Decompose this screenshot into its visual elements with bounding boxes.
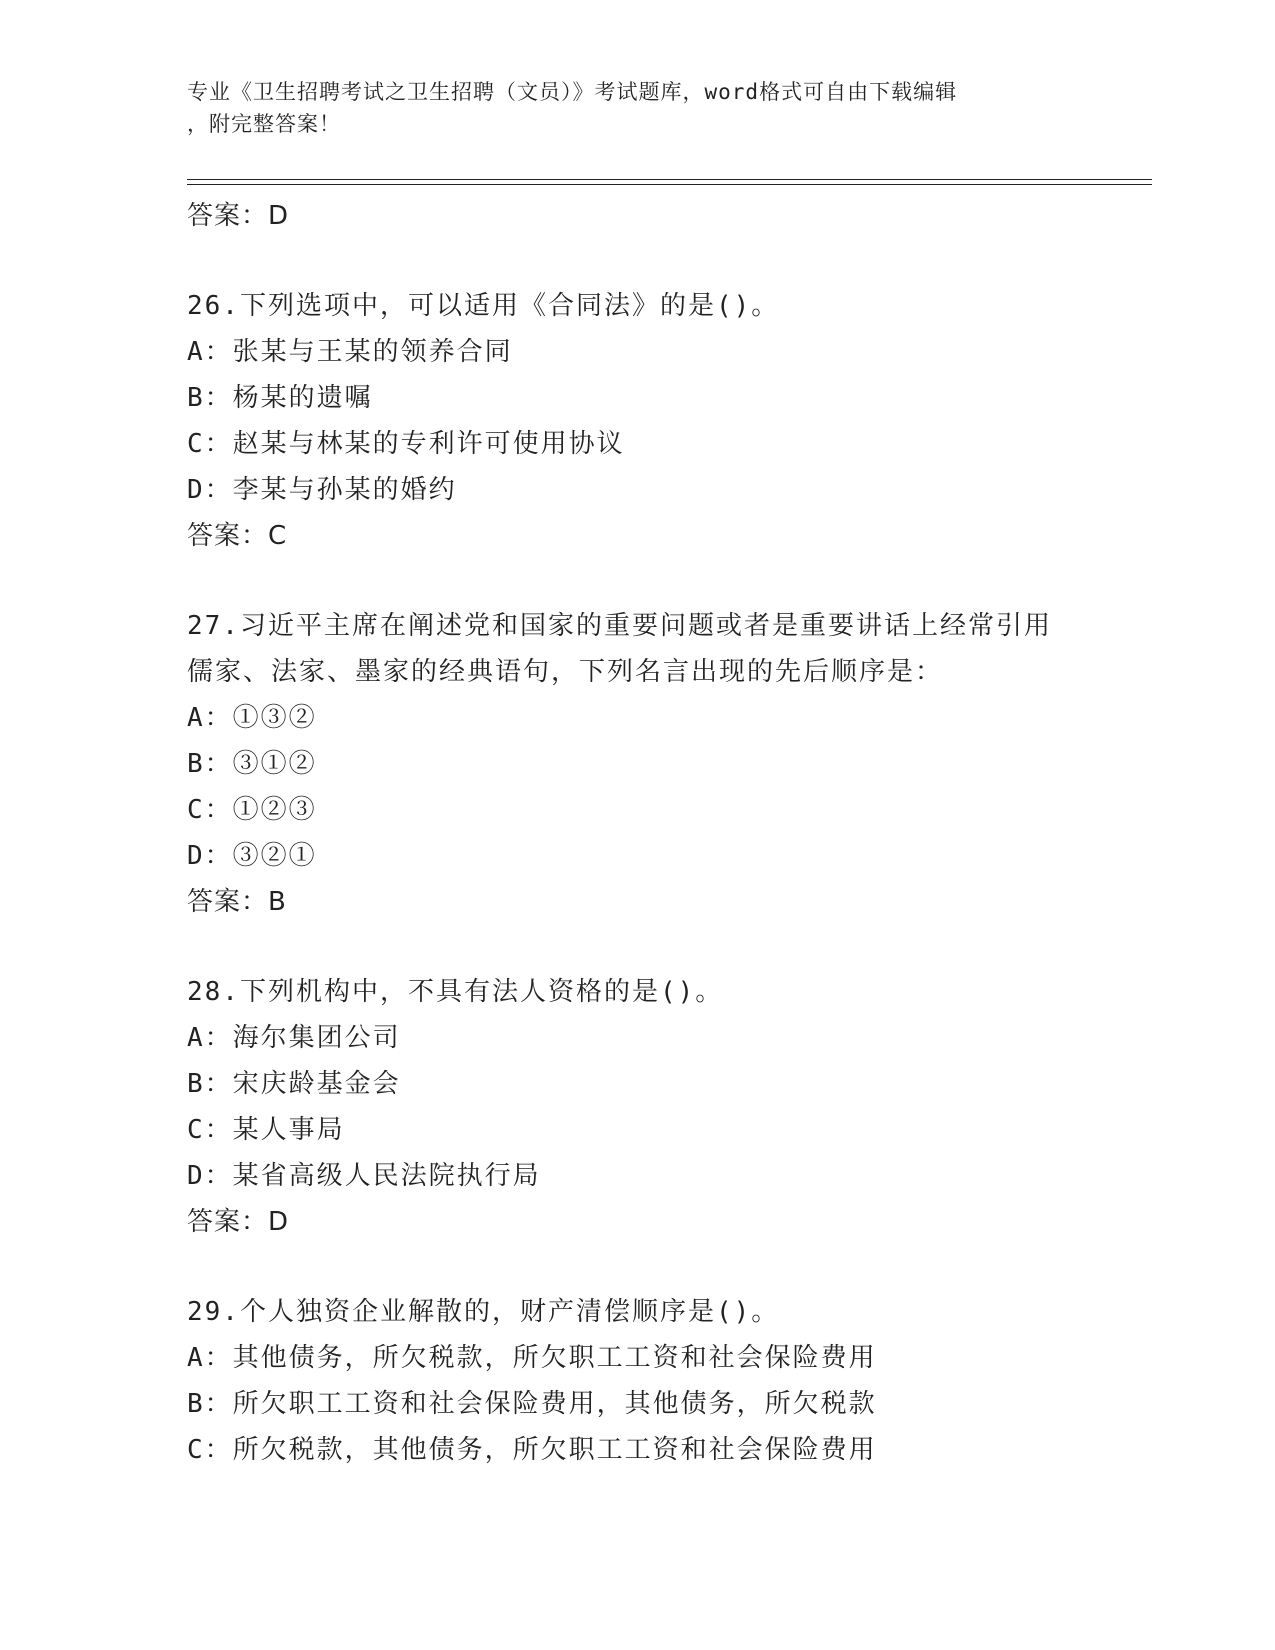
option-d: D：李某与孙某的婚约 <box>187 475 457 505</box>
option-a: A：张某与王某的领养合同 <box>187 337 513 367</box>
question-text: 28.下列机构中，不具有法人资格的是()。 <box>187 977 724 1007</box>
answer: 答案：D <box>187 1207 290 1237</box>
header-rule-bottom <box>187 184 1152 185</box>
option-c: C：①②③ <box>187 795 317 825</box>
option-a: A：海尔集团公司 <box>187 1023 401 1053</box>
option-c: C：所欠税款，其他债务，所欠职工工资和社会保险费用 <box>187 1435 877 1465</box>
question-text-line-1: 27.习近平主席在阐述党和国家的重要问题或者是重要讲话上经常引用 <box>187 611 1052 641</box>
question-26 <box>187 283 1087 559</box>
option-a: A：①③② <box>187 703 317 733</box>
question-list <box>187 193 1087 1473</box>
header-line-1: 专业《卫生招聘考试之卫生招聘（文员）》考试题库，word格式可自由下载编辑 <box>187 80 958 104</box>
option-c: C：某人事局 <box>187 1115 345 1145</box>
header-line-2: ，附完整答案！ <box>187 112 341 136</box>
header-rule-top <box>187 179 1152 180</box>
answer-25: 答案：D <box>187 201 290 231</box>
document-header <box>187 76 1067 140</box>
question-text-line-2: 儒家、法家、墨家的经典语句，下列名言出现的先后顺序是： <box>187 657 944 687</box>
option-d: D：③②① <box>187 841 317 871</box>
option-b: B：杨某的遗嘱 <box>187 383 373 413</box>
option-d: D：某省高级人民法院执行局 <box>187 1161 541 1191</box>
option-c: C：赵某与林某的专利许可使用协议 <box>187 429 625 459</box>
question-text: 29.个人独资企业解散的，财产清偿顺序是()。 <box>187 1297 780 1327</box>
option-b: B：宋庆龄基金会 <box>187 1069 401 1099</box>
question-28 <box>187 969 1087 1245</box>
option-b: B：③①② <box>187 749 317 779</box>
question-29 <box>187 1289 1087 1473</box>
answer: 答案：C <box>187 521 288 551</box>
question-text: 26.下列选项中，可以适用《合同法》的是()。 <box>187 291 780 321</box>
option-a: A：其他债务，所欠税款，所欠职工工资和社会保险费用 <box>187 1343 877 1373</box>
option-b: B：所欠职工工资和社会保险费用，其他债务，所欠税款 <box>187 1389 877 1419</box>
answer: 答案：B <box>187 887 287 917</box>
question-27 <box>187 603 1087 925</box>
